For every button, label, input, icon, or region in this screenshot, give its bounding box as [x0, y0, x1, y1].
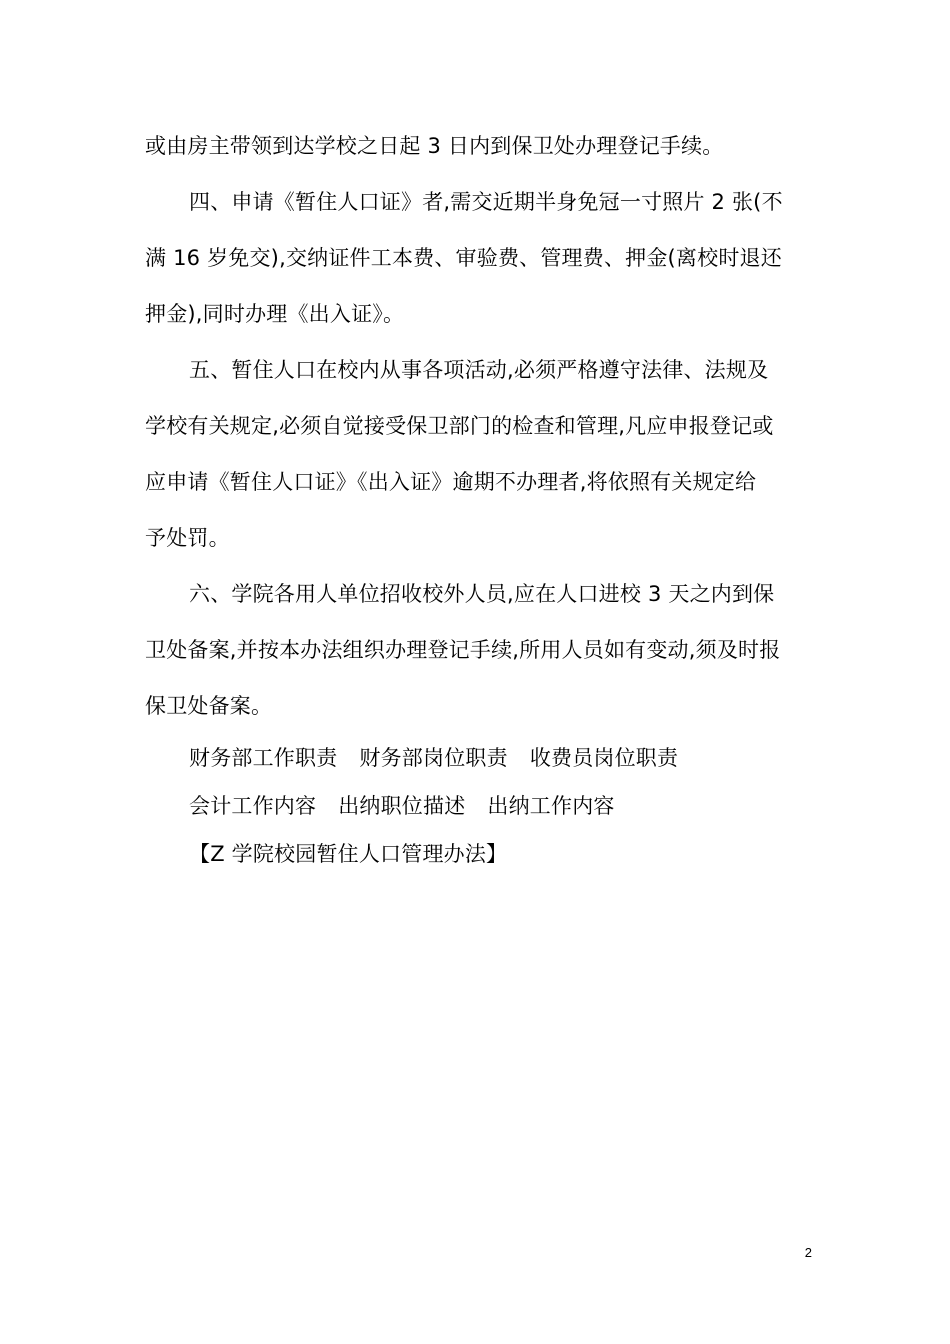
related-link[interactable]: 收费员岗位职责: [529, 746, 679, 770]
paragraph-line: 六、学院各用人单位招收校外人员,应在人口进校 3 天之内到保: [189, 582, 775, 606]
paragraph-line: 保卫处备案。: [145, 694, 273, 718]
paragraph-line: 押金),同时办理《出入证》。: [145, 302, 405, 326]
paragraph-line: 满 16 岁免交),交纳证件工本费、审验费、管理费、押金(离校时退还: [145, 246, 782, 270]
footer-title: 【Z 学院校园暂住人口管理办法】: [189, 842, 508, 866]
paragraph-line: 卫处备案,并按本办法组织办理登记手续,所用人员如有变动,须及时报: [145, 638, 781, 662]
related-link[interactable]: 财务部工作职责: [189, 746, 338, 770]
paragraph-line: 予处罚。: [145, 526, 230, 550]
related-link[interactable]: 出纳工作内容: [487, 794, 615, 818]
related-link[interactable]: 出纳职位描述: [338, 794, 466, 818]
paragraph-line: 应申请《暂住人口证》《出入证》逾期不办理者,将依照有关规定给: [145, 470, 757, 494]
document-body: [145, 118, 805, 878]
paragraph-line: 或由房主带领到达学校之日起 3 日内到保卫处办理登记手续。: [145, 134, 724, 158]
related-links-row: [145, 782, 805, 830]
page-number: 2: [804, 1245, 812, 1260]
related-links-row: [145, 734, 805, 782]
related-link[interactable]: 会计工作内容: [189, 794, 317, 818]
paragraph-line: 四、申请《暂住人口证》者,需交近期半身免冠一寸照片 2 张(不: [189, 190, 783, 214]
paragraph-line: 五、暂住人口在校内从事各项活动,必须严格遵守法律、法规及: [189, 358, 769, 382]
related-link[interactable]: 财务部岗位职责: [359, 746, 508, 770]
paragraph-line: 学校有关规定,必须自觉接受保卫部门的检查和管理,凡应申报登记或: [145, 414, 774, 438]
